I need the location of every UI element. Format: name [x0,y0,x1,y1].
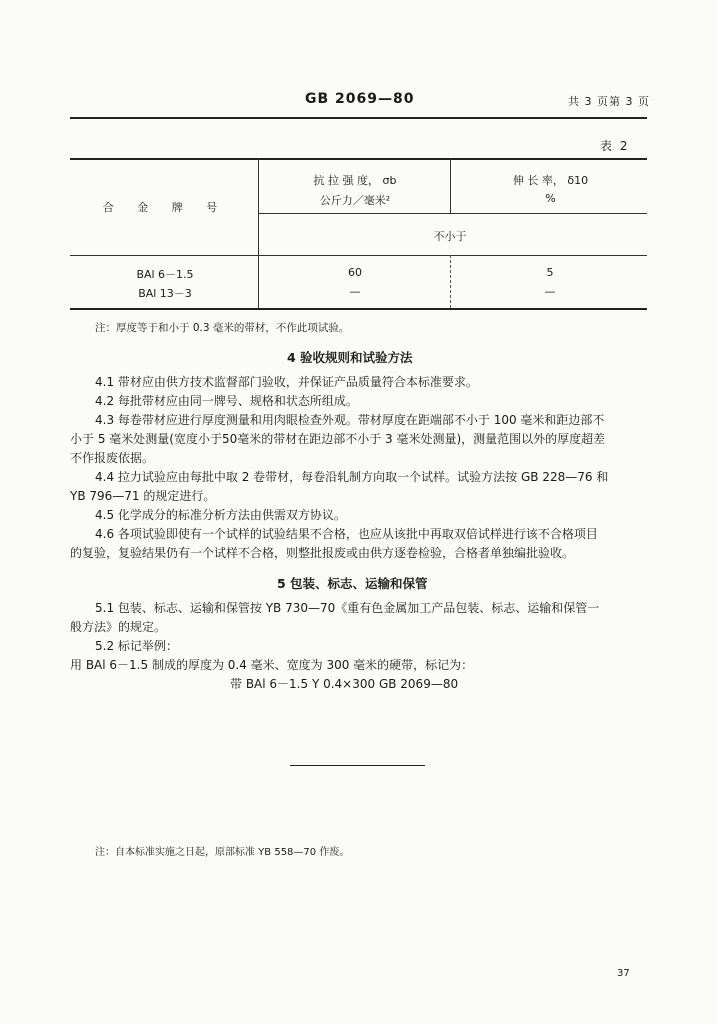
clause-4-6-line1: 4.6 各项试验即使有一个试样的试验结果不合格，也应从该批中再取双倍试样进行该不合格项目 [95,527,598,541]
clause-4-6-line2: 的复验，复验结果仍有一个试样不合格，则整批报废或由供方逐卷检验，合格者单独编批验收。 [70,546,575,560]
not-less-than-label: 不小于 [433,230,467,243]
row-1-tensile: 60 [348,266,362,279]
row-1-elongation: 5 [546,266,554,279]
row-2-elongation: — [544,285,556,298]
tensile-header-line1: 抗 拉 强 度， σb [313,174,397,187]
table-top-border [70,158,647,160]
row-2-alloy: BAl 13－3 [138,287,192,300]
body-divider [70,255,647,256]
header-divider [258,213,647,214]
col-divider-1 [258,158,259,308]
clause-5-1-line2: 般方法》的规定。 [70,620,167,634]
section-5-heading: 5 包装、标志、运输和保管 [277,576,428,591]
alloy-column-header: 合 金 牌 号 [102,201,228,214]
marking-example-intro: 用 BAl 6－1.5 制成的厚度为 0.4 毫米、宽度为 300 毫米的硬带，标记为： [70,658,474,672]
col-divider-2 [450,158,451,214]
clause-4-3-line2: 小于 5 毫米处测量(宽度小于50毫米的带材在距边部不小于 3 毫米处测量)，测量范围以外的厚度超差 [70,432,606,446]
table-title: 表 2 [600,139,630,153]
row-2-tensile: — [349,285,361,298]
footnote: 注：自本标准实施之日起，原部标准 YB 558—70 作废。 [95,847,350,858]
row-1-alloy: BAl 6－1.5 [136,268,194,281]
tensile-header-line2: 公斤力／毫米² [319,194,391,207]
clause-4-2: 4.2 每批带材应由同一牌号、规格和状态所组成。 [95,394,358,408]
elongation-header-line2: % [545,192,556,205]
table-bottom-border [70,308,647,310]
table-note: 注：厚度等于和小于 0.3 毫米的带材，不作此项试验。 [95,322,350,334]
section-4-heading: 4 验收规则和试验方法 [287,350,413,365]
clause-4-3-line1: 4.3 每卷带材应进行厚度测量和用肉眼检查外观。带材厚度在距端部不小于 100 毫米和距边部不 [95,413,605,427]
clause-4-5: 4.5 化学成分的标准分析方法由供需双方协议。 [95,508,346,522]
clause-4-3-line3: 不作报废依据。 [70,451,155,465]
page-number: 37 [617,968,630,979]
clause-4-1: 4.1 带材应由供方技术监督部门验收，并保证产品质量符合本标准要求。 [95,375,478,389]
page-of-indicator: 共 3 页第 3 页 [568,95,650,108]
clause-4-4-line2: YB 796—71 的规定进行。 [70,489,216,503]
marking-example: 带 BAl 6－1.5 Y 0.4×300 GB 2069—80 [230,677,459,691]
col-divider-2-body [450,255,451,308]
clause-4-4-line1: 4.4 拉力试验应由每批中取 2 卷带材，每卷沿轧制方向取一个试样。试验方法按 GB 228—76 和 [95,470,609,484]
header-rule [70,117,647,119]
clause-5-2: 5.2 标记举例： [95,639,178,653]
standard-code: GB 2069—80 [305,91,415,107]
elongation-header-line1: 伸 长 率， δ10 [512,174,589,187]
clause-5-1-line1: 5.1 包装、标志、运输和保管按 YB 730—70《重有色金属加工产品包装、标志、运输和保管一 [95,601,600,615]
footnote-rule [290,765,425,766]
